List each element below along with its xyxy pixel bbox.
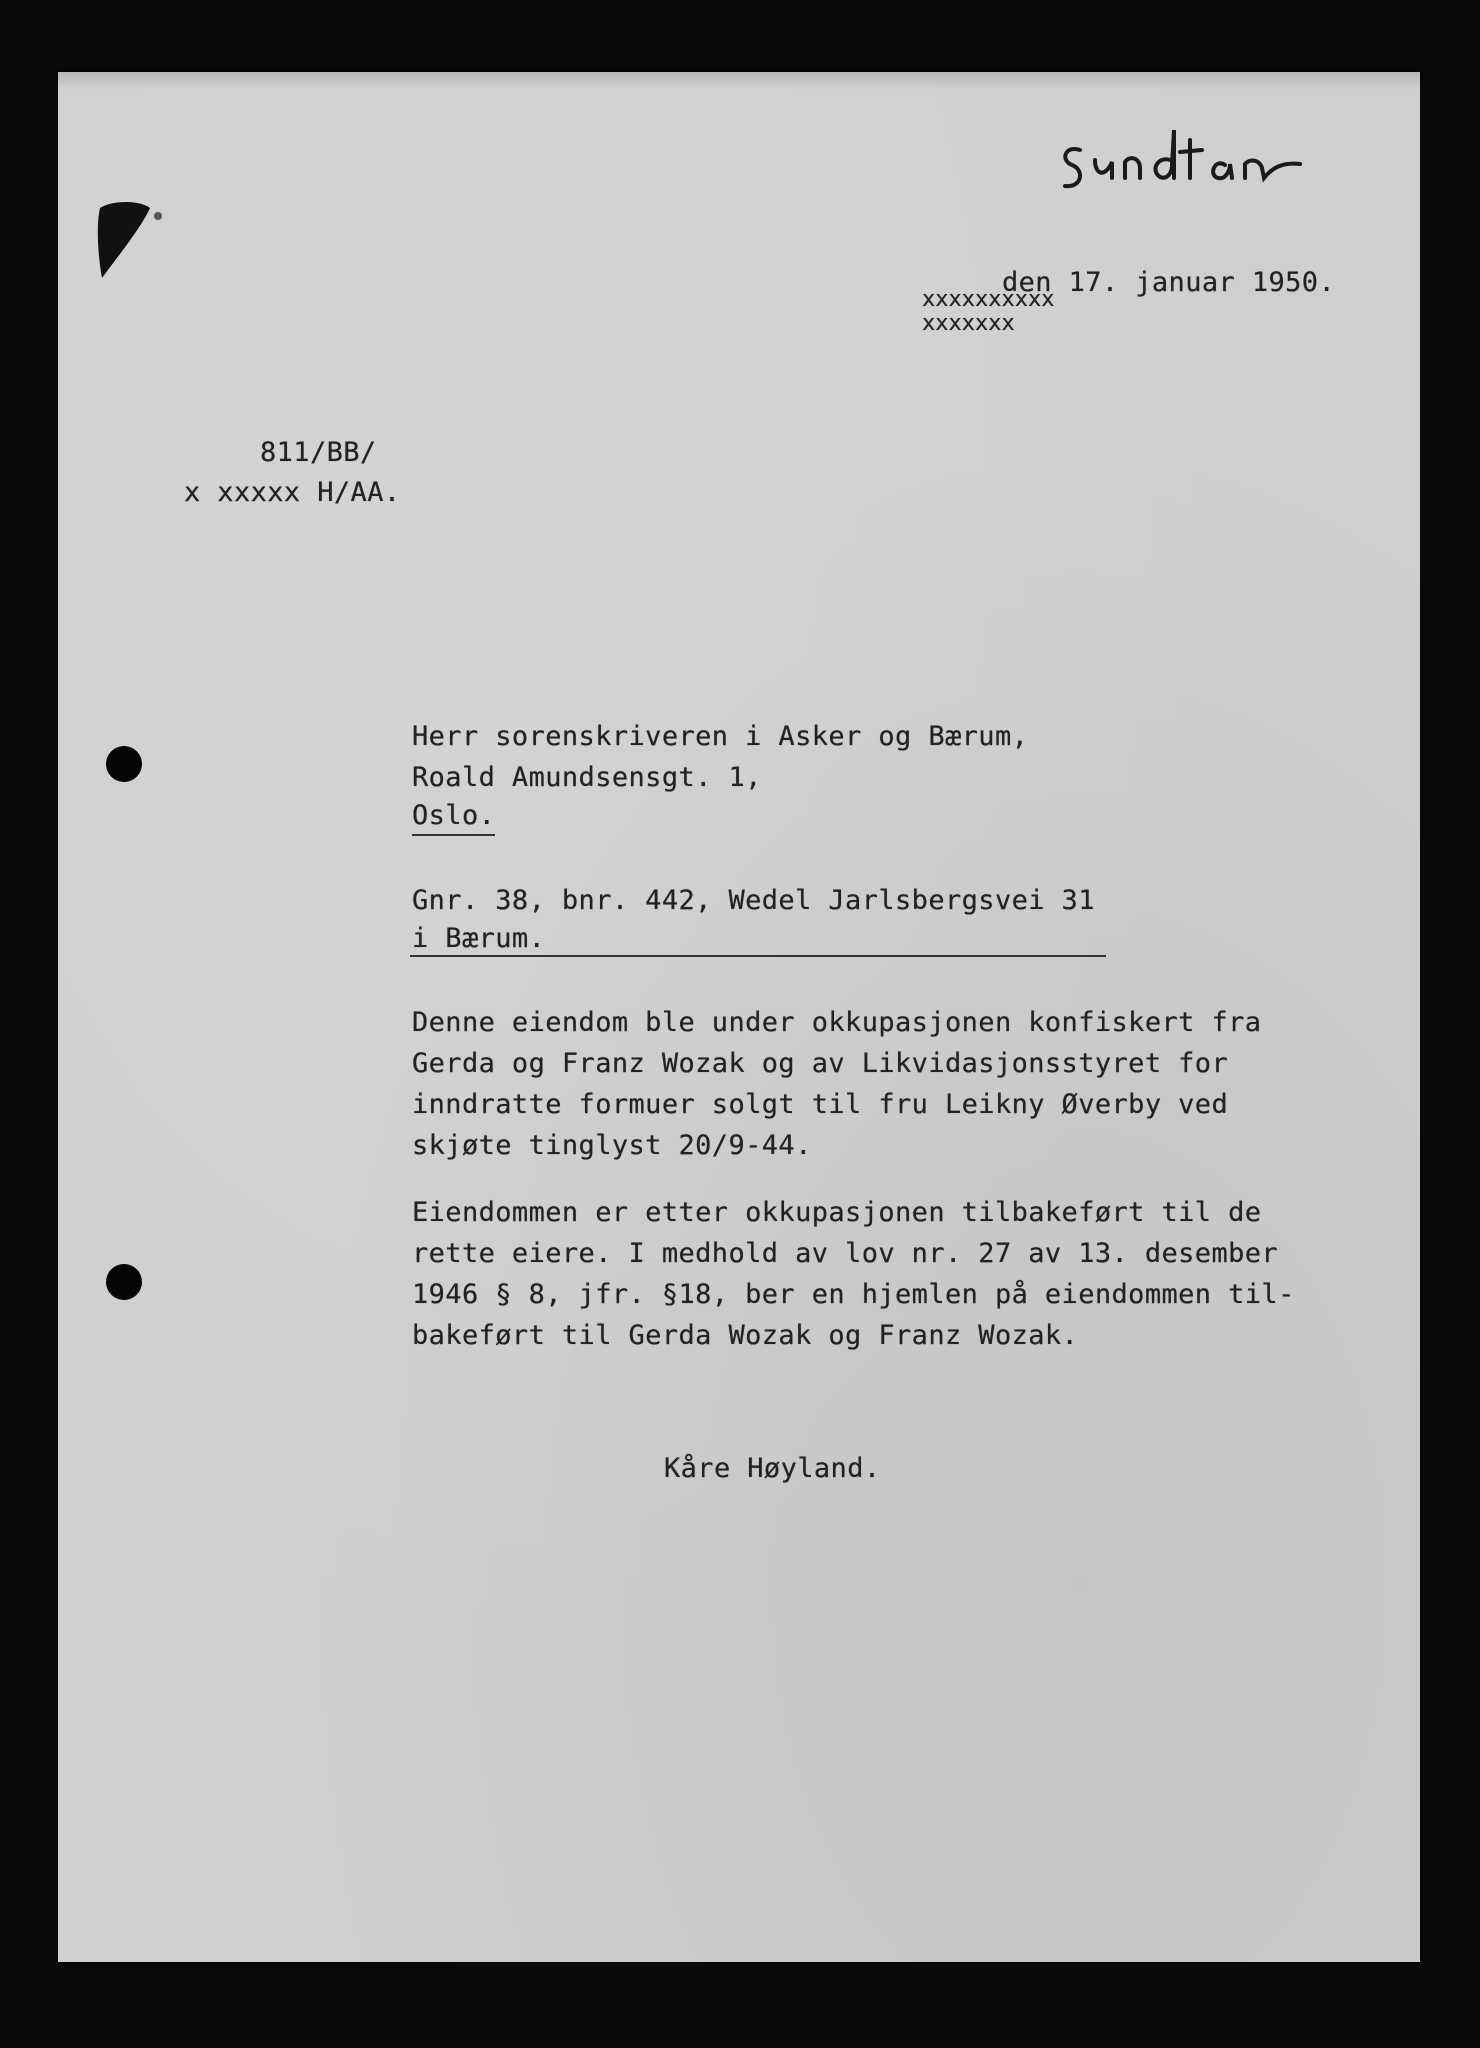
paragraph-1-line-1: Denne eiendom ble under okkupasjonen konfiskert fra	[412, 1007, 1262, 1038]
paragraph-2-line-1: Eiendommen er etter okkupasjonen tilbakeført til de	[412, 1197, 1262, 1228]
punch-hole-top	[106, 746, 142, 782]
signature: Kåre Høyland.	[664, 1453, 881, 1484]
reference-line-1: 811/BB/	[260, 437, 377, 468]
paragraph-2-line-2: rette eiere. I medhold av lov nr. 27 av 13. desember	[412, 1238, 1279, 1269]
paragraph-1-line-4: skjøte tinglyst 20/9-44.	[412, 1130, 812, 1161]
recipient-city: Oslo.	[412, 798, 495, 836]
paragraph-1-line-3: inndratte formuer solgt til fru Leikny Øverby ved	[412, 1089, 1229, 1120]
subject-underline	[410, 955, 1106, 957]
struck-line-2: xxxxxxx	[922, 311, 1015, 336]
subject-line-2: i Bærum.	[412, 923, 546, 954]
paragraph-1-line-2: Gerda og Franz Wozak og av Likvidasjonsstyret for	[412, 1048, 1229, 1079]
punch-hole-bottom	[106, 1264, 142, 1300]
recipient-line-1: Herr sorenskriveren i Asker og Bærum,	[412, 721, 1029, 752]
ink-smudge-mark	[92, 196, 172, 286]
paragraph-2-line-4: bakeført til Gerda Wozak og Franz Wozak.	[412, 1320, 1079, 1351]
subject-line-1: Gnr. 38, bnr. 442, Wedel Jarlsbergsvei 31	[412, 885, 1095, 916]
handwritten-annotation	[1050, 120, 1310, 200]
recipient-line-2: Roald Amundsensgt. 1,	[412, 762, 762, 793]
page-shadow	[58, 72, 1420, 90]
paragraph-2-line-3: 1946 § 8, jfr. §18, ber en hjemlen på eiendommen til-	[412, 1279, 1295, 1310]
struck-line-1: xxxxxxxxxx	[922, 287, 1055, 312]
reference-line-2: x xxxxx H/AA.	[184, 477, 401, 508]
date-line: den 17. januar 1950.	[1002, 267, 1336, 298]
